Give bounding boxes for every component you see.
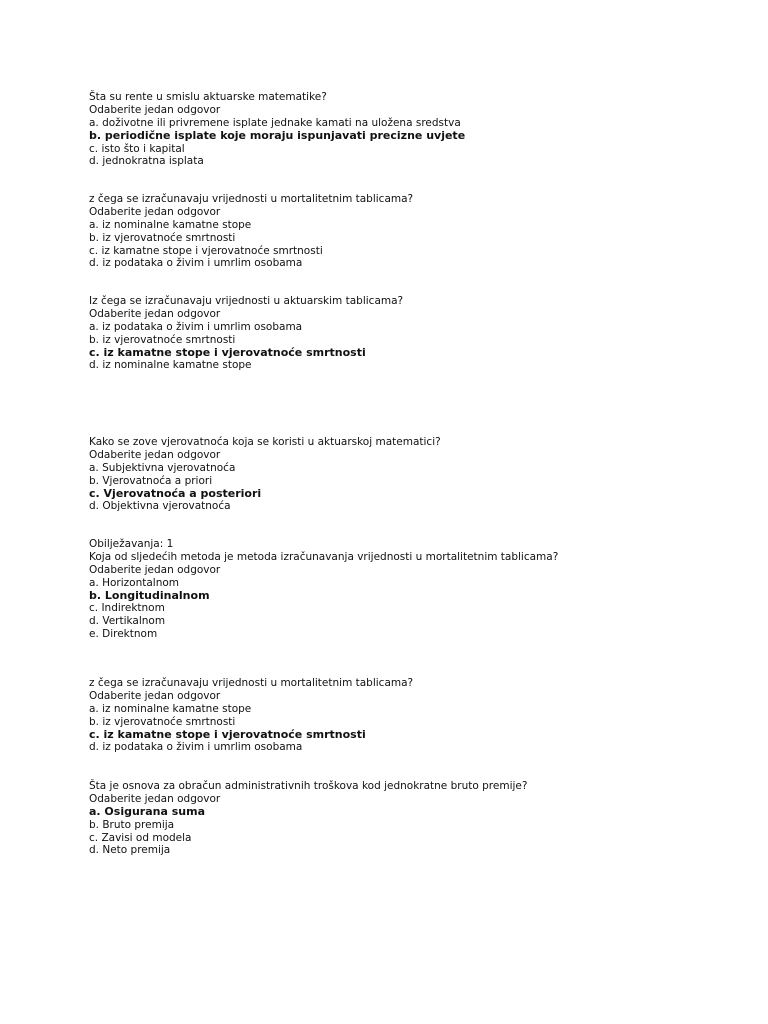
answer-option: a. iz podataka o živim i umrlim osobama xyxy=(89,320,303,333)
question-text: z čega se izračunavaju vrijednosti u mortalitetnim tablicama? xyxy=(89,677,414,689)
question-instruction: Odaberite jedan odgovor xyxy=(89,307,221,320)
answer-option: b. Longitudinalnom xyxy=(89,588,210,602)
question-block xyxy=(89,780,729,857)
question-text: z čega se izračunavaju vrijednosti u mortalitetnim tablicama? xyxy=(89,193,414,205)
question-instruction: Odaberite jedan odgovor xyxy=(89,792,221,805)
question-score: Obilježavanja: 1 xyxy=(89,538,174,550)
answer-option: d. jednokratna isplata xyxy=(89,155,204,168)
question-instruction: Odaberite jedan odgovor xyxy=(89,205,221,218)
answer-option: a. Osigurana suma xyxy=(89,804,205,818)
answer-option: a. doživotne ili privremene isplate jednake kamati na uložena sredstva xyxy=(89,116,461,129)
answer-option: a. Subjektivna vjerovatnoća xyxy=(89,461,236,474)
question-block xyxy=(89,538,729,641)
answer-option: b. Vjerovatnoća a priori xyxy=(89,474,213,487)
answer-option: e. Direktnom xyxy=(89,628,158,641)
question-text: Koja od sljedećih metoda je metoda izračunavanja vrijednosti u mortalitetnim tablicama? xyxy=(89,550,559,563)
answer-option: c. iz kamatne stope i vjerovatnoće smrtnosti xyxy=(89,727,366,741)
question-instruction: Odaberite jedan odgovor xyxy=(89,689,221,702)
answer-option: c. isto što i kapital xyxy=(89,142,185,155)
answer-option: b. periodične isplate koje moraju ispunjavati precizne uvjete xyxy=(89,128,466,142)
answer-option: b. iz vjerovatnoće smrtnosti xyxy=(89,715,236,728)
answer-option: d. Neto premija xyxy=(89,844,171,857)
question-instruction: Odaberite jedan odgovor xyxy=(89,103,221,116)
question-text: Šta je osnova za obračun administrativnih troškova kod jednokratne bruto premije? xyxy=(89,780,528,792)
answer-option: d. iz podataka o živim i umrlim osobama xyxy=(89,741,303,754)
question-text: Iz čega se izračunavaju vrijednosti u aktuarskim tablicama? xyxy=(89,295,404,307)
answer-option: a. Horizontalnom xyxy=(89,576,180,589)
answer-option: c. iz kamatne stope i vjerovatnoće smrtnosti xyxy=(89,345,366,359)
answer-option: c. Indirektnom xyxy=(89,602,165,615)
answer-option: d. iz podataka o živim i umrlim osobama xyxy=(89,257,303,270)
question-text: Kako se zove vjerovatnoća koja se koristi u aktuarskoj matematici? xyxy=(89,436,441,448)
question-instruction: Odaberite jedan odgovor xyxy=(89,448,221,461)
answer-option: b. Bruto premija xyxy=(89,818,175,831)
question-instruction: Odaberite jedan odgovor xyxy=(89,563,221,576)
answer-option: a. iz nominalne kamatne stope xyxy=(89,702,252,715)
question-block xyxy=(89,677,729,754)
answer-option: b. iz vjerovatnoće smrtnosti xyxy=(89,333,236,346)
question-block xyxy=(89,436,729,513)
answer-option: c. Zavisi od modela xyxy=(89,831,192,844)
answer-option: a. iz nominalne kamatne stope xyxy=(89,218,252,231)
question-text: Šta su rente u smislu aktuarske matematike? xyxy=(89,91,327,103)
answer-option: d. Vertikalnom xyxy=(89,615,166,628)
question-block xyxy=(89,295,729,372)
answer-option: c. iz kamatne stope i vjerovatnoće smrtnosti xyxy=(89,244,323,257)
answer-option: d. iz nominalne kamatne stope xyxy=(89,359,252,372)
answer-option: b. iz vjerovatnoće smrtnosti xyxy=(89,231,236,244)
answer-option: d. Objektivna vjerovatnoća xyxy=(89,500,231,513)
question-block xyxy=(89,91,729,168)
question-block xyxy=(89,193,729,270)
answer-option: c. Vjerovatnoća a posteriori xyxy=(89,486,262,500)
